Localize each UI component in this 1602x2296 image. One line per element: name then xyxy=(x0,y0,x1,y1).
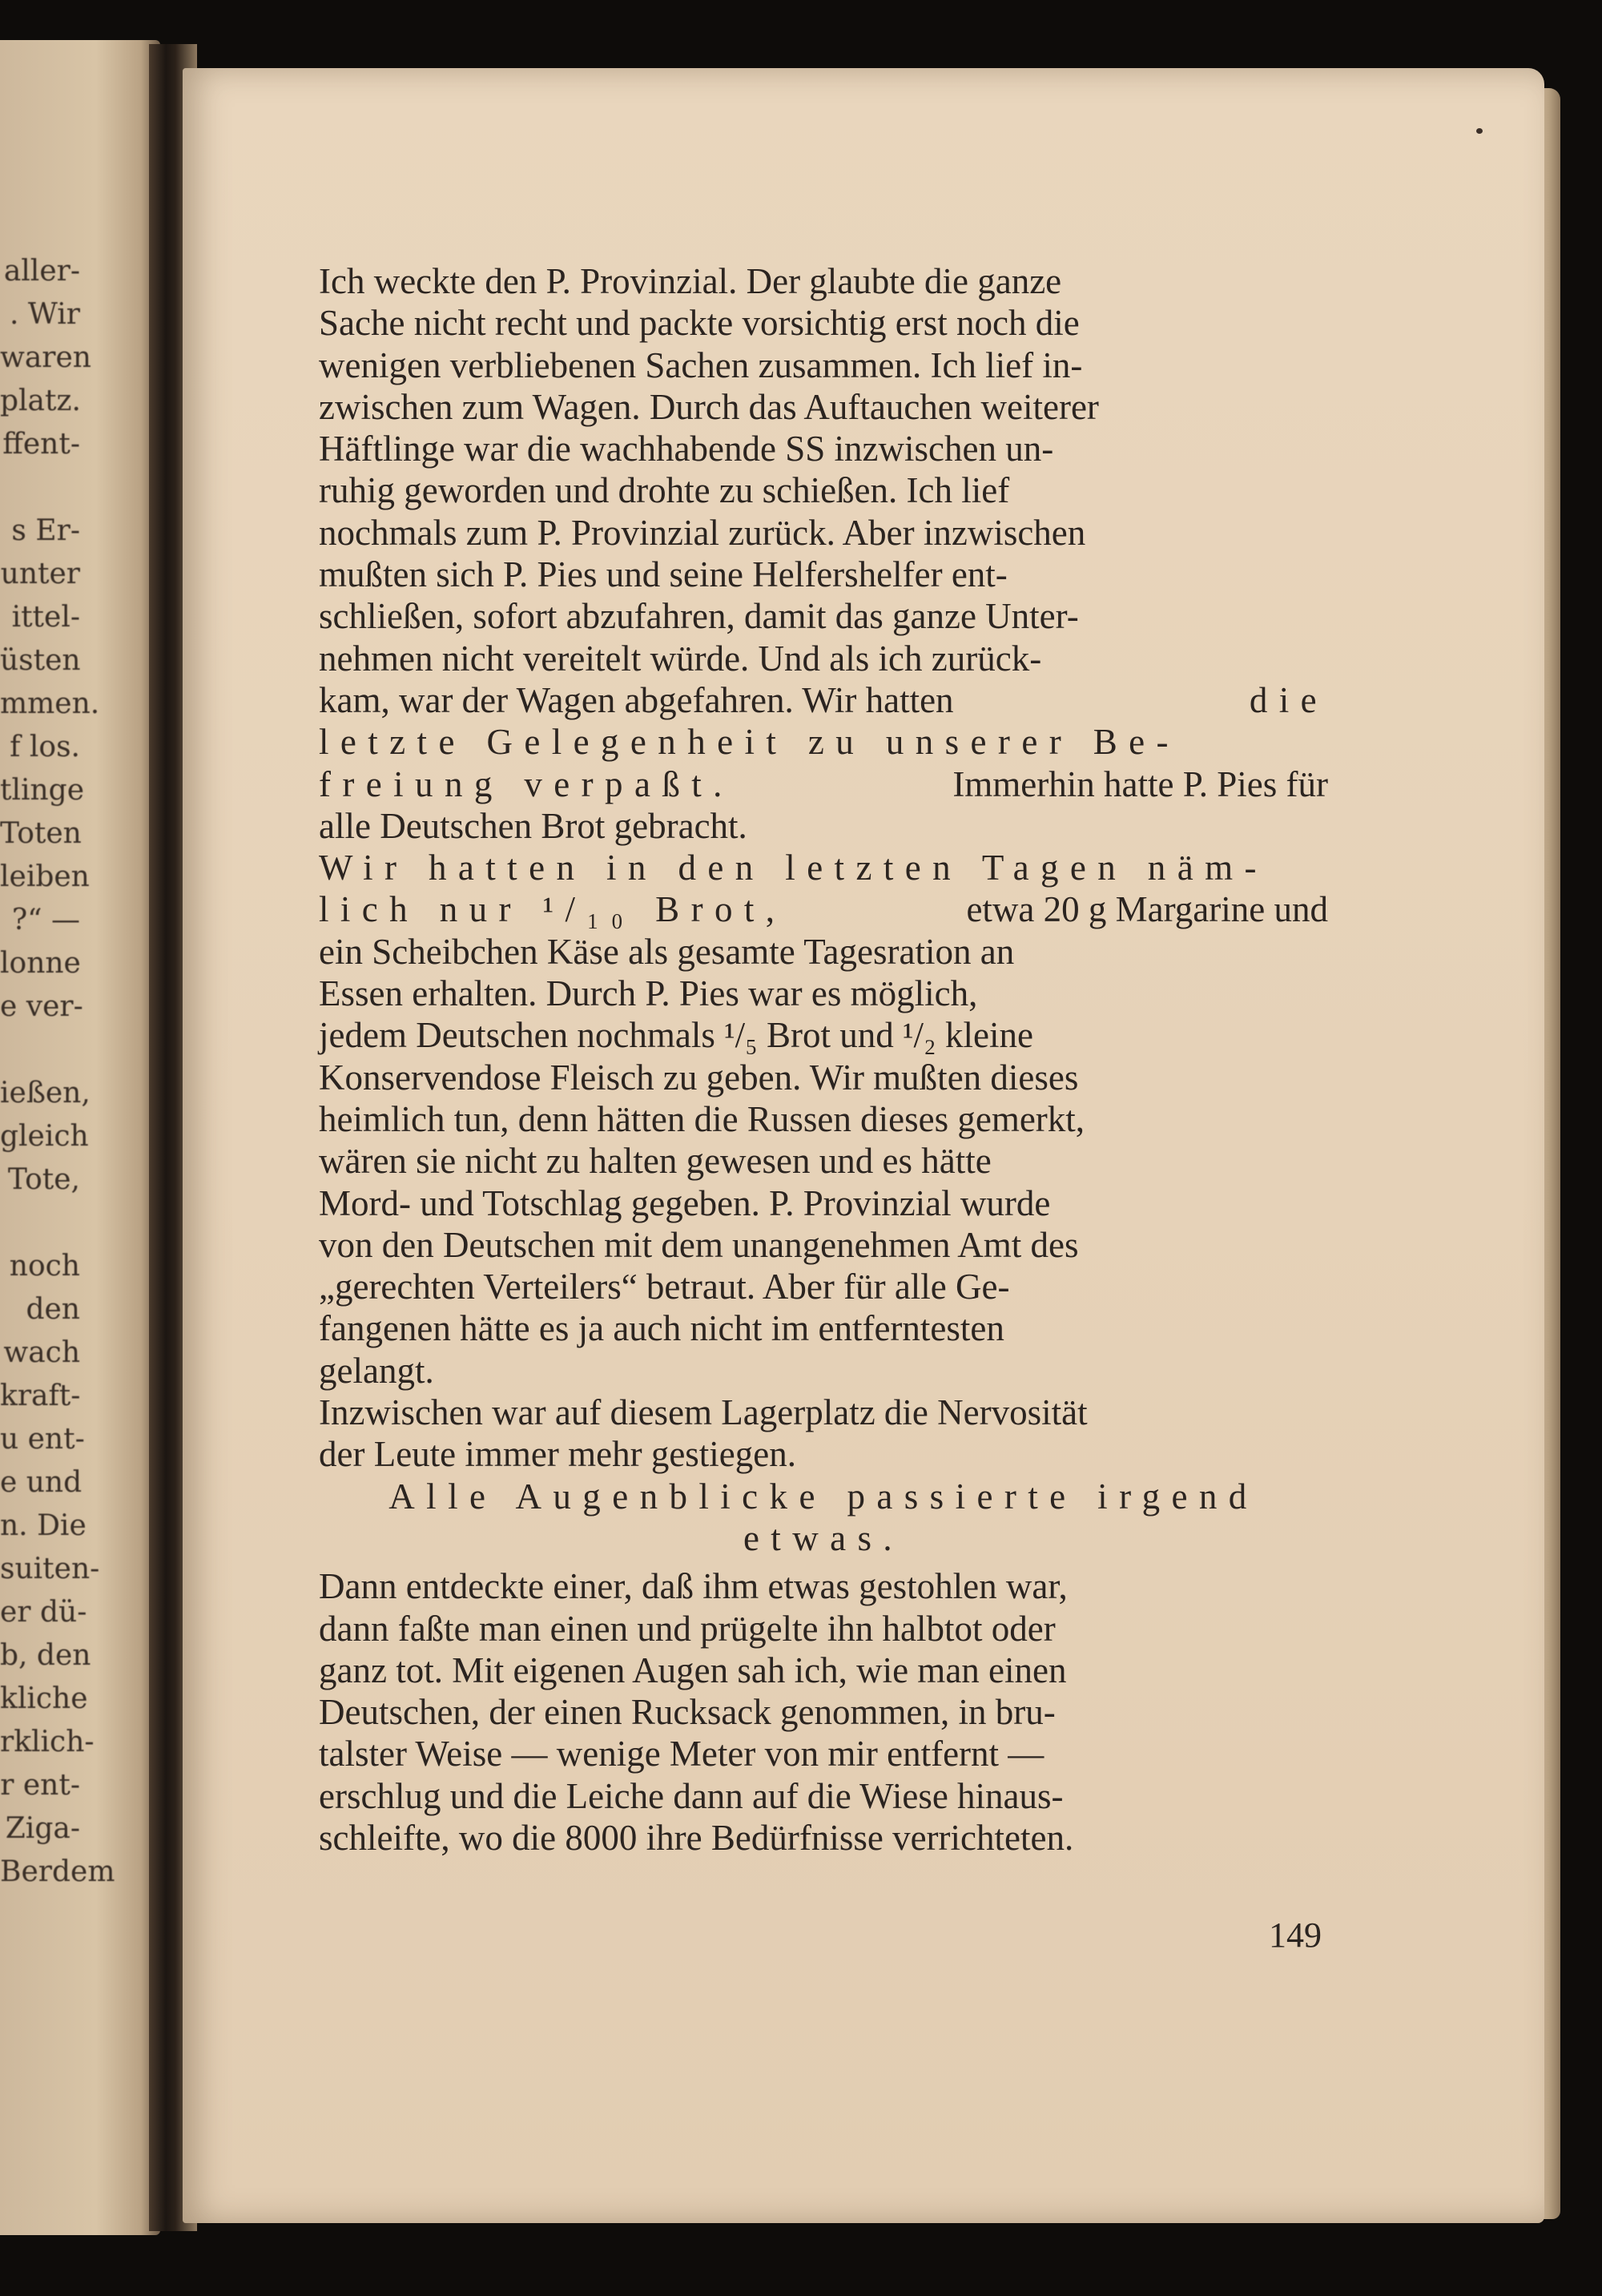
text-line: gelangt. xyxy=(319,1350,434,1391)
left-fragment: n. Die xyxy=(0,1509,87,1542)
text-line: Ich weckte den P. Provinzial. Der glaubte die ganze xyxy=(319,261,1062,301)
text-line: ruhig geworden und drohte zu schießen. Ich lief xyxy=(319,470,1010,511)
text-line: dann faßte man einen und prügelte ihn halbtot oder xyxy=(319,1608,1056,1649)
text-line: Deutschen, der einen Rucksack genommen, in bru- xyxy=(319,1692,1056,1733)
text-line: wenigen verbliebenen Sachen zusammen. Ich lief in- xyxy=(319,344,1083,385)
left-fragment: u ent- xyxy=(0,1423,85,1456)
left-fragment: waren xyxy=(0,341,91,374)
left-fragment: e und xyxy=(0,1466,83,1499)
left-fragment: unter xyxy=(0,558,80,590)
text-line: ein Scheibchen Käse als gesamte Tagesration an xyxy=(319,931,1015,972)
text-line: Essen erhalten. Durch P. Pies war es möglich, xyxy=(319,973,978,1014)
text-line: „gerechten Verteilers“ betraut. Aber für alle Ge- xyxy=(319,1267,1010,1307)
left-fragment: b, den xyxy=(0,1639,91,1672)
text-line: Dann entdeckte einer, daß ihm etwas gestohlen war, xyxy=(319,1566,1068,1607)
text-line: ganz tot. Mit eigenen Augen sah ich, wie man einen xyxy=(319,1649,1067,1690)
left-fragment: er dü- xyxy=(0,1596,87,1629)
left-gap xyxy=(0,1029,80,1072)
text-line: schließen, sofort abzufahren, damit das ganze Unter- xyxy=(319,596,1079,637)
spaced-emphasis: Wir hatten in den letzten Tagen näm- xyxy=(319,848,1268,888)
left-fragment: Toten xyxy=(0,817,82,850)
left-fragment: f los. xyxy=(10,731,80,763)
left-fragment: gleich xyxy=(0,1120,89,1153)
left-fragment: noch xyxy=(9,1250,80,1283)
section-heading: Alle Augenblicke passierte irgend xyxy=(388,1476,1258,1517)
left-fragment: ießen, xyxy=(0,1077,91,1110)
left-fragment: . Wir xyxy=(10,298,80,331)
text-line: Sache nicht recht und packte vorsichtig erst noch die xyxy=(319,303,1080,344)
left-gap xyxy=(0,1202,80,1245)
spacer xyxy=(319,1559,1328,1565)
text-segment: kam, war der Wagen abgefahren. Wir hatten xyxy=(319,679,954,720)
left-fragment: rklich- xyxy=(0,1726,95,1758)
text-line: Häftlinge war die wachhabende SS inzwischen un- xyxy=(319,429,1054,469)
text-line: alle Deutschen Brot gebracht. xyxy=(319,805,747,846)
spaced-emphasis: lich nur ¹/₁₀ Brot, xyxy=(319,889,787,930)
left-gap xyxy=(0,466,80,510)
text-line xyxy=(319,888,1328,930)
text-segment: Immerhin hatte P. Pies für xyxy=(952,763,1328,804)
page-number: 149 xyxy=(1269,1915,1322,1955)
left-fragment: üsten xyxy=(0,644,81,677)
left-fragment: leiben xyxy=(0,860,90,893)
paper-speck xyxy=(1476,128,1483,134)
left-fragment: den xyxy=(26,1293,80,1326)
left-fragment: r ent- xyxy=(0,1769,80,1802)
text-line: jedem Deutschen nochmals ¹/₅ Brot und ¹/₂ kleine xyxy=(319,1015,1033,1056)
text-line: erschlug und die Leiche dann auf die Wiese hinaus- xyxy=(319,1775,1064,1816)
text-line: Inzwischen war auf diesem Lagerplatz die Nervosität xyxy=(319,1392,1088,1433)
text-line xyxy=(319,721,1328,763)
text-line: fangenen hätte es ja auch nicht im entferntesten xyxy=(319,1308,1004,1349)
section-heading: etwas. xyxy=(743,1517,904,1558)
left-fragment: tlinge xyxy=(0,774,85,807)
section-heading-line xyxy=(319,1476,1328,1517)
text-line: Mord- und Totschlag gegeben. P. Provinzial wurde xyxy=(319,1182,1051,1223)
left-fragment: e ver- xyxy=(0,990,83,1023)
text-line: von den Deutschen mit dem unangenehmen Amt des xyxy=(319,1224,1079,1265)
left-fragment: mmen. xyxy=(0,687,100,720)
text-line: heimlich tun, denn hätten die Russen dieses gemerkt, xyxy=(319,1098,1085,1139)
left-fragment: aller- xyxy=(3,255,80,288)
left-fragment: Ziga- xyxy=(5,1812,80,1845)
left-fragment: platz. xyxy=(0,385,81,417)
left-page xyxy=(0,40,160,2235)
text-line: zwischen zum Wagen. Durch das Auftauchen weiterer xyxy=(319,386,1099,427)
left-fragment: ffent- xyxy=(2,428,80,461)
text-segment: etwa 20 g Margarine und xyxy=(966,889,1328,930)
text-line: nehmen nicht vereitelt würde. Und als ich zurück- xyxy=(319,638,1042,679)
section-heading-line xyxy=(319,1517,1328,1559)
left-fragment: ittel- xyxy=(11,601,80,634)
left-fragment: ?“ — xyxy=(11,904,80,937)
left-fragment: kliche xyxy=(0,1682,88,1715)
left-fragment: s Er- xyxy=(11,514,80,547)
left-fragment: wach xyxy=(3,1336,80,1369)
text-line: talster Weise — wenige Meter von mir entfernt — xyxy=(319,1734,1045,1774)
text-line: nochmals zum P. Provinzial zurück. Aber inzwischen xyxy=(319,512,1086,553)
text-line xyxy=(319,763,1328,805)
left-fragment: Tote, xyxy=(7,1163,80,1196)
spaced-emphasis: freiung verpaßt. xyxy=(319,763,734,804)
left-fragment: Berdem xyxy=(0,1855,115,1888)
left-page-text-fragments xyxy=(0,250,115,1894)
left-fragment: suiten- xyxy=(0,1553,100,1585)
text-line: wären sie nicht zu halten gewesen und es hätte xyxy=(319,1141,992,1182)
spaced-emphasis: die xyxy=(1249,679,1328,720)
body-text xyxy=(319,260,1328,1859)
left-fragment: lonne xyxy=(0,947,81,980)
text-line: mußten sich P. Pies und seine Helfershelfer ent- xyxy=(319,554,1008,595)
text-line xyxy=(319,847,1328,888)
text-line xyxy=(319,679,1328,721)
text-line: der Leute immer mehr gestiegen. xyxy=(319,1434,797,1475)
text-line: Konservendose Fleisch zu geben. Wir mußten dieses xyxy=(319,1057,1079,1098)
left-fragment: kraft- xyxy=(0,1380,81,1412)
text-line: schleifte, wo die 8000 ihre Bedürfnisse verrichteten. xyxy=(319,1817,1074,1858)
spaced-emphasis: letzte Gelegenheit zu unserer Be- xyxy=(319,722,1180,763)
